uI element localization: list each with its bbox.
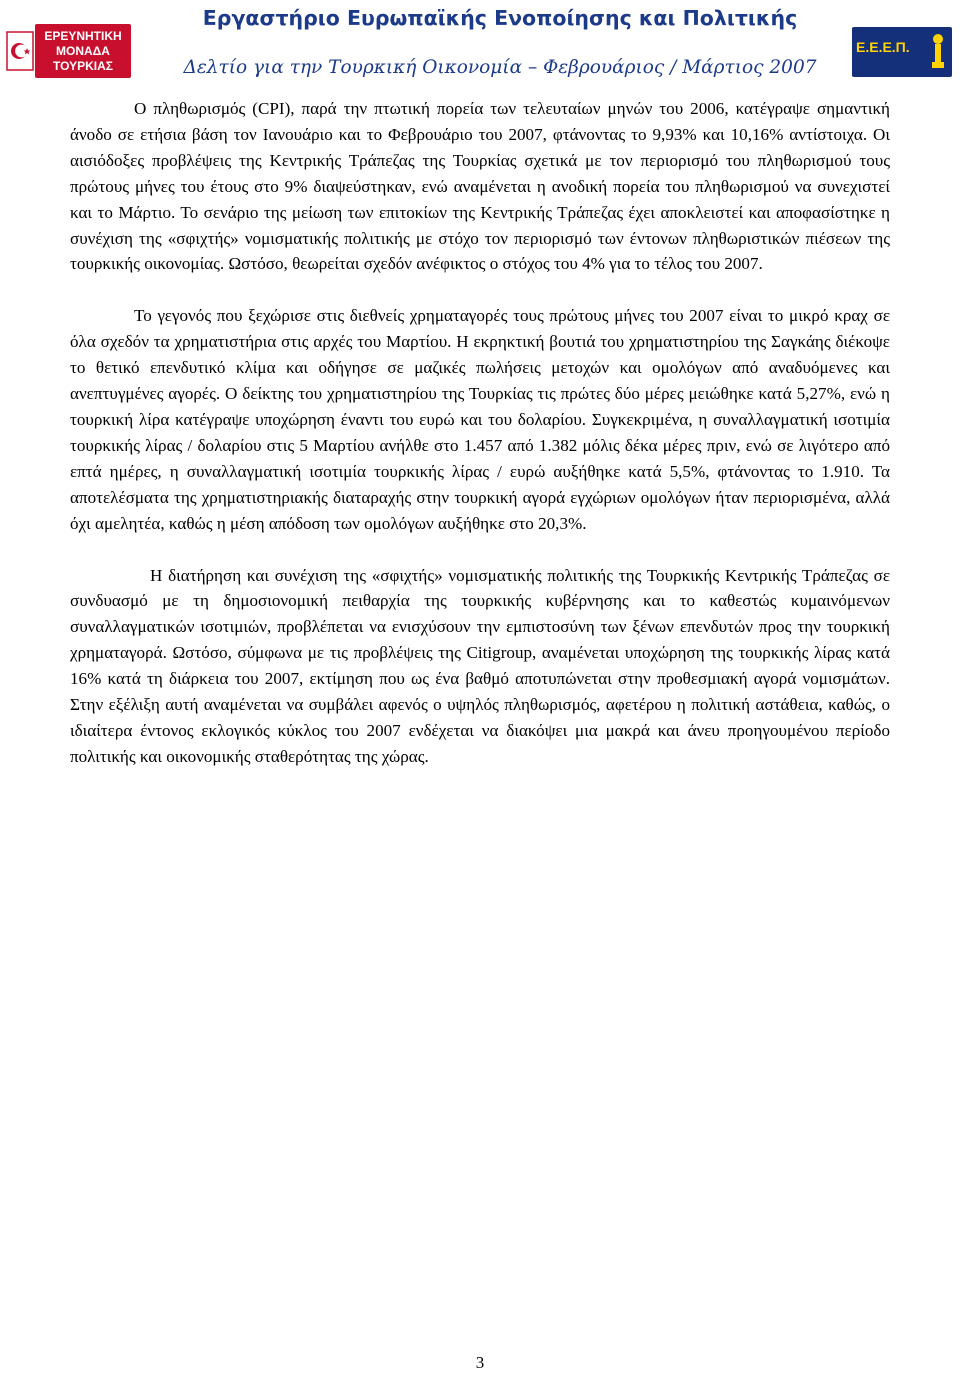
- logo-plate: [35, 24, 131, 78]
- lab-title: Εργαστήριο Ευρωπαϊκής Ενοποίησης και Πολιτικής: [202, 6, 798, 30]
- page-number: 3: [475, 1353, 485, 1372]
- logo-line-3: ΤΟΥΡΚΙΑΣ: [53, 59, 113, 73]
- paragraph-monetary-policy: Η διατήρηση και συνέχιση της «σφιχτής» νομισματικής πολιτικής της Τουρκικής Κεντρικής Τράπεζας σε συνδυασμό με τη δημοσιονομική πειθαρχία της τουρκικής κυβέρνησης και το καθεστώς κυμαινόμενων συναλλαγματικών ισοτιμιών, προβλέπεται να ενισχύσουν την εμπιστοσύνη των ξένων επενδυτών προς την τουρκική χρηματαγορά. Ωστόσο, σύμφωνα με τις προβλέψεις της Citigroup, αναμένεται υποχώρηση της τουρκικής λίρας κατά 16% κατά τη διάρκεια του 2007, εκτίμηση που ως ένα βαθμό αποτυπώνεται στην προθεσμιακή αγορά νομισμάτων. Στην εξέλιξη αυτή αναμένεται να συμβάλει αφενός ο υψηλός πληθωρισμός, αφετέρου η πολιτική αστάθεια, καθώς, ο ιδιαίτερα έντονος εκλογικός κύκλος του 2007 ενδέχεται να διακόψει μια μακρά και άνευ προηγουμένου περίοδο πολιτικής και οικονομικής σταθερότητας της χώρας.: [70, 565, 890, 766]
- paragraph-stock-market: Το γεγονός που ξεχώρισε στις διεθνείς χρηματαγορές τους πρώτους μήνες του 2007 είναι το μικρό κραχ σε όλα σχεδόν τα χρηματιστήρια στις αρχές του Μαρτίου. Η εκρηκτική βουτιά του χρηματιστηρίου της Σαγκάης διέκοψε το θετικό επενδυτικό κλίμα και οδήγησε σε μαζικές πωλήσεις μετοχών και ομολόγων από αναδυόμενες και ανεπτυγμένες αγορές. Ο δείκτης του χρηματιστηρίου της Τουρκίας τις πρώτες δύο μέρες μειώθηκε κατά 5,27%, ενώ η τουρκική λίρα κατέγραψε υποχώρηση έναντι του ευρώ και του δολαρίου. Συγκεκριμένα, η συναλλαγματική ισοτιμία τουρκικής λίρας / δολαρίου στις 5 Μαρτίου ανήλθε στο 1.457 από 1.382 μόλις δέκα μέρες πριν, ενώ σε λιγότερο από επτά ημέρες, η συναλλαγματική ισοτιμία τουρκικής λίρας / ευρώ αυξήθηκε κατά 5,5%, φτάνοντας το 1.910. Τα αποτελέσματα της χρηματιστηριακής διαταραχής στην τουρκική αγορά εγχώριων ομολόγων ήταν περιορισμένα, αλλά όχι αμελητέα, καθώς η μέση απόδοση των ομολόγων αυξήθηκε στο 20,3%.: [70, 306, 890, 533]
- statue-emblem-icon: [928, 31, 948, 73]
- research-unit-turkey-logo: [5, 24, 131, 78]
- logo-line-2: ΜΟΝΑΔΑ: [56, 44, 110, 58]
- logo-line-1: ΕΡΕΥΝΗΤΙΚΗ: [44, 29, 122, 43]
- eeep-logo: [852, 27, 952, 77]
- bulletin-subtitle: Δελτίο για την Τουρκική Οικονομία – Φεβρουάριος / Μάρτιος 2007: [183, 57, 817, 78]
- eeep-logo-text: Ε.Ε.Ε.Π.: [856, 39, 910, 55]
- page-header: [0, 0, 960, 86]
- article-body: [70, 96, 890, 770]
- paragraph-inflation: Ο πληθωρισμός (CPI), παρά την πτωτική πορεία των τελευταίων μηνών του 2006, κατέγραψε σημαντική άνοδο σε ετήσια βάση τον Ιανουάριο και το Φεβρουάριο του 2007, φτάνοντας το 9,93% και 10,16% αντίστοιχα. Οι αισιόδοξες προβλέψεις της Κεντρικής Τράπεζας της Τουρκίας σχετικά με τον περιορισμό του πληθωρισμού τους πρώτους μήνες του έτους στο 9% διαψεύστηκαν, ενώ αναμένεται η ανοδική πορεία του πληθωρισμού να συνεχιστεί και το Μάρτιο. Το σενάριο της μείωση των επιτοκίων της Κεντρικής Τράπεζας έχει αποκλειστεί και αποφασίστηκε η συνέχιση της «σφιχτής» νομισματικής πολιτικής με στόχο τον περιορισμό των έντονων πληθωριστικών πιέσεων της τουρκικής οικονομίας. Ωστόσο, θεωρείται σχεδόν ανέφικτος ο στόχος του 4% για το τέλος του 2007.: [70, 99, 890, 274]
- flag-emblem-icon: [5, 30, 35, 72]
